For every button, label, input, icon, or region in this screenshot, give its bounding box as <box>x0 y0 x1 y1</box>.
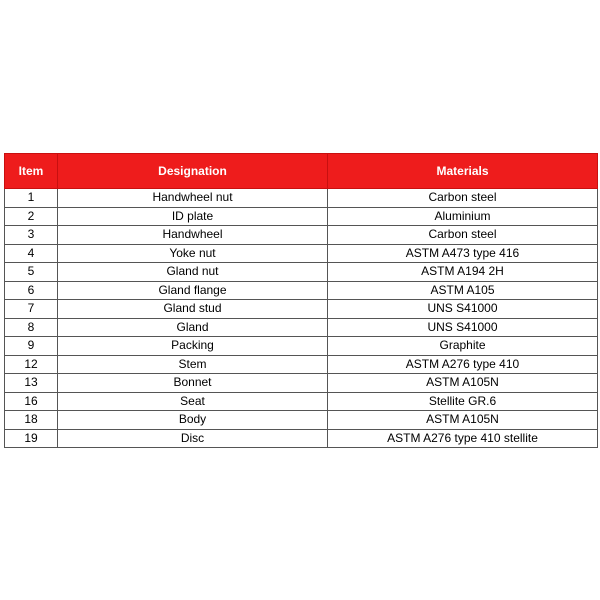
cell-item: 16 <box>5 392 58 411</box>
cell-material: UNS S41000 <box>328 300 598 319</box>
table-row <box>5 207 598 226</box>
table-row <box>5 374 598 393</box>
table-row <box>5 355 598 374</box>
cell-designation: Seat <box>58 392 328 411</box>
cell-item: 4 <box>5 244 58 263</box>
cell-material: Stellite GR.6 <box>328 392 598 411</box>
cell-designation: Body <box>58 411 328 430</box>
materials-table <box>4 153 598 448</box>
cell-material: ASTM A473 type 416 <box>328 244 598 263</box>
cell-material: Carbon steel <box>328 189 598 208</box>
cell-material: ASTM A105N <box>328 411 598 430</box>
table-row <box>5 189 598 208</box>
table-row <box>5 244 598 263</box>
table-row <box>5 429 598 448</box>
cell-designation: Disc <box>58 429 328 448</box>
table-row <box>5 318 598 337</box>
cell-designation: Bonnet <box>58 374 328 393</box>
header-materials: Materials <box>328 154 598 189</box>
table-row <box>5 281 598 300</box>
table-header-row <box>5 154 598 189</box>
cell-material: Carbon steel <box>328 226 598 245</box>
cell-material: ASTM A194 2H <box>328 263 598 282</box>
cell-designation: Gland <box>58 318 328 337</box>
table-row <box>5 411 598 430</box>
cell-designation: Handwheel <box>58 226 328 245</box>
cell-item: 6 <box>5 281 58 300</box>
cell-item: 7 <box>5 300 58 319</box>
cell-designation: Gland flange <box>58 281 328 300</box>
table-row <box>5 392 598 411</box>
cell-item: 9 <box>5 337 58 356</box>
cell-designation: Packing <box>58 337 328 356</box>
cell-designation: ID plate <box>58 207 328 226</box>
cell-designation: Handwheel nut <box>58 189 328 208</box>
cell-item: 1 <box>5 189 58 208</box>
table-row <box>5 300 598 319</box>
table-row <box>5 226 598 245</box>
header-designation: Designation <box>58 154 328 189</box>
cell-material: ASTM A276 type 410 <box>328 355 598 374</box>
cell-item: 18 <box>5 411 58 430</box>
cell-designation: Gland nut <box>58 263 328 282</box>
cell-item: 13 <box>5 374 58 393</box>
cell-material: Graphite <box>328 337 598 356</box>
cell-designation: Stem <box>58 355 328 374</box>
table-row <box>5 337 598 356</box>
cell-designation: Yoke nut <box>58 244 328 263</box>
cell-item: 8 <box>5 318 58 337</box>
cell-item: 12 <box>5 355 58 374</box>
table-row <box>5 263 598 282</box>
cell-designation: Gland stud <box>58 300 328 319</box>
cell-material: UNS S41000 <box>328 318 598 337</box>
cell-item: 5 <box>5 263 58 282</box>
cell-item: 19 <box>5 429 58 448</box>
cell-item: 2 <box>5 207 58 226</box>
cell-item: 3 <box>5 226 58 245</box>
cell-material: ASTM A276 type 410 stellite <box>328 429 598 448</box>
cell-material: ASTM A105N <box>328 374 598 393</box>
cell-material: ASTM A105 <box>328 281 598 300</box>
cell-material: Aluminium <box>328 207 598 226</box>
header-item: Item <box>5 154 58 189</box>
